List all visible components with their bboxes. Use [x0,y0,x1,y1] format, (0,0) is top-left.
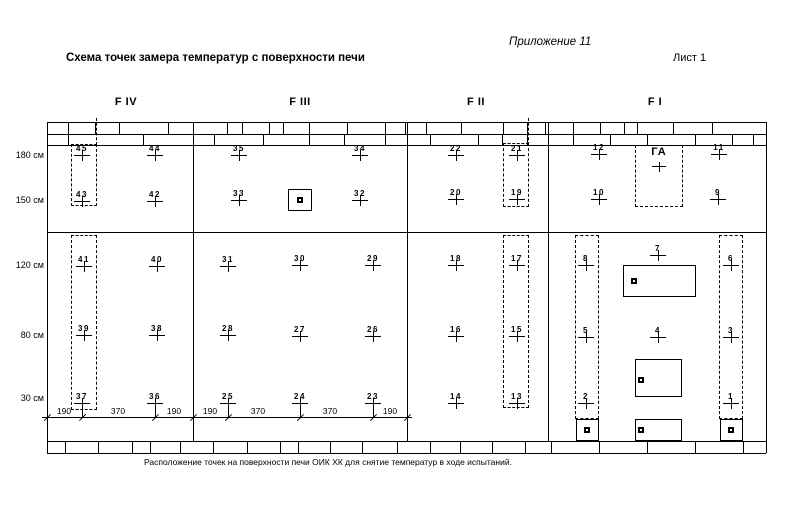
dimension-value: 190 [202,406,218,416]
point-number: 36 [149,392,161,401]
brick-joint [168,122,169,134]
point-number: 5 [583,326,589,335]
point-number: 12 [593,143,605,152]
point-number: 42 [149,190,161,199]
brick-joint [695,134,696,145]
opening-marker-dot [584,427,590,433]
brick-joint [119,122,120,134]
point-number: 13 [511,392,523,401]
point-number: 22 [450,144,462,153]
brick-joint [242,122,243,134]
point-number: 18 [450,254,462,263]
brick-joint [478,134,479,145]
axis-label: 180 см [15,150,44,160]
appendix-label: Приложение 11 [509,36,592,48]
brick-joint [68,122,69,134]
brick-joint [298,441,299,453]
point-number: 3 [728,326,734,335]
brick-joint [98,441,99,453]
brick-joint [263,134,264,145]
point-number: 28 [222,324,234,333]
point-number: 43 [76,190,88,199]
point-number: 23 [367,392,379,401]
opening-marker-dot [638,427,644,433]
wall-line [548,122,549,441]
point-number: 29 [367,254,379,263]
brick-joint [214,134,215,145]
point-number: 27 [294,325,306,334]
brick-joint [753,134,754,145]
brick-joint [637,122,638,134]
wall-line [47,122,48,453]
opening-marker-dot [638,377,644,383]
brick-joint [309,122,310,134]
brick-joint [673,122,674,134]
brick-joint [283,122,284,134]
brick-joint [347,122,348,134]
wall-line [47,453,766,454]
dimension-value: 190 [382,406,398,416]
brick-joint [385,122,386,134]
axis-label: 80 см [20,330,44,340]
brick-joint [695,441,696,453]
point-number: 35 [233,144,245,153]
brick-joint [525,441,526,453]
brick-joint [712,122,713,134]
point-cross [659,162,660,172]
brick-joint [362,441,363,453]
point-number: 33 [233,189,245,198]
brick-joint [227,122,228,134]
point-number: 30 [294,254,306,263]
brick-joint [65,441,66,453]
brick-joint [460,441,461,453]
point-number: 24 [294,392,306,401]
point-number: 14 [450,392,462,401]
point-number: 2 [583,392,589,401]
point-number: 1 [728,392,734,401]
zone-label: F II [467,96,485,108]
brick-joint [426,122,427,134]
point-number: 31 [222,255,234,264]
brick-joint [385,134,386,145]
axis-label: 120 см [15,260,44,270]
wall-line [47,441,766,442]
opening-marker-dot [631,278,637,284]
sheet-label: Лист 1 [673,52,707,64]
brick-joint [503,122,504,134]
brick-joint [405,122,406,134]
wall-line [193,122,194,441]
point-number: 19 [511,188,523,197]
wall-line [766,122,767,453]
point-number: 32 [354,189,366,198]
brick-joint [309,134,310,145]
point-number: 15 [511,325,523,334]
point-number: 6 [728,254,734,263]
point-number: 26 [367,325,379,334]
point-number: 11 [713,143,725,152]
brick-joint [280,441,281,453]
brick-joint [330,441,331,453]
point-number: 17 [511,254,523,263]
opening-marker-dot [728,427,734,433]
drawing-caption: Расположение точек на поверхности печи ОИК ХК для снятие температур в ходе испытаний. [144,457,512,467]
brick-joint [599,441,600,453]
point-number: 8 [583,254,589,263]
gas-analyzer-label: ГА [651,146,667,158]
brick-joint [573,122,574,134]
center-line [528,118,529,145]
page-title: Схема точек замера температур с поверхности печи [66,52,365,64]
dimension-value: 190 [56,406,72,416]
point-number: 45 [76,144,88,153]
point-number: 39 [78,324,90,333]
dimension-value: 190 [166,406,182,416]
point-number: 4 [655,326,661,335]
point-number: 44 [149,144,161,153]
point-number: 20 [450,188,462,197]
brick-joint [573,134,574,145]
point-number: 16 [450,325,462,334]
brick-joint [624,122,625,134]
brick-joint [430,441,431,453]
brick-joint [647,134,648,145]
brick-joint [430,134,431,145]
point-number: 10 [593,188,605,197]
axis-label: 30 см [20,393,44,403]
point-number: 25 [222,392,234,401]
point-number: 41 [78,255,90,264]
brick-joint [269,122,270,134]
zone-label: F III [289,96,311,108]
brick-joint [397,441,398,453]
brick-joint [180,441,181,453]
brick-joint [492,441,493,453]
point-number: 9 [715,188,721,197]
zone-label: F IV [114,96,138,108]
brick-joint [600,122,601,134]
brick-joint [247,441,248,453]
brick-joint [647,441,648,453]
brick-joint [743,441,744,453]
brick-joint [551,441,552,453]
point-number: 34 [354,144,366,153]
dimension-value: 370 [322,406,338,416]
point-number: 21 [511,144,523,153]
brick-joint [150,441,151,453]
dimension-value: 370 [110,406,126,416]
point-number: 7 [655,244,661,253]
brick-joint [461,122,462,134]
brick-joint [344,134,345,145]
point-number: 40 [151,255,163,264]
zone-label: F I [647,96,663,108]
wall-line [407,122,408,441]
point-number: 38 [151,324,163,333]
brick-joint [132,441,133,453]
center-line [96,118,97,145]
opening-marker-dot [297,197,303,203]
axis-label: 150 см [15,195,44,205]
brick-joint [213,441,214,453]
dimension-value: 370 [250,406,266,416]
brick-joint [545,122,546,134]
point-number: 37 [76,392,88,401]
